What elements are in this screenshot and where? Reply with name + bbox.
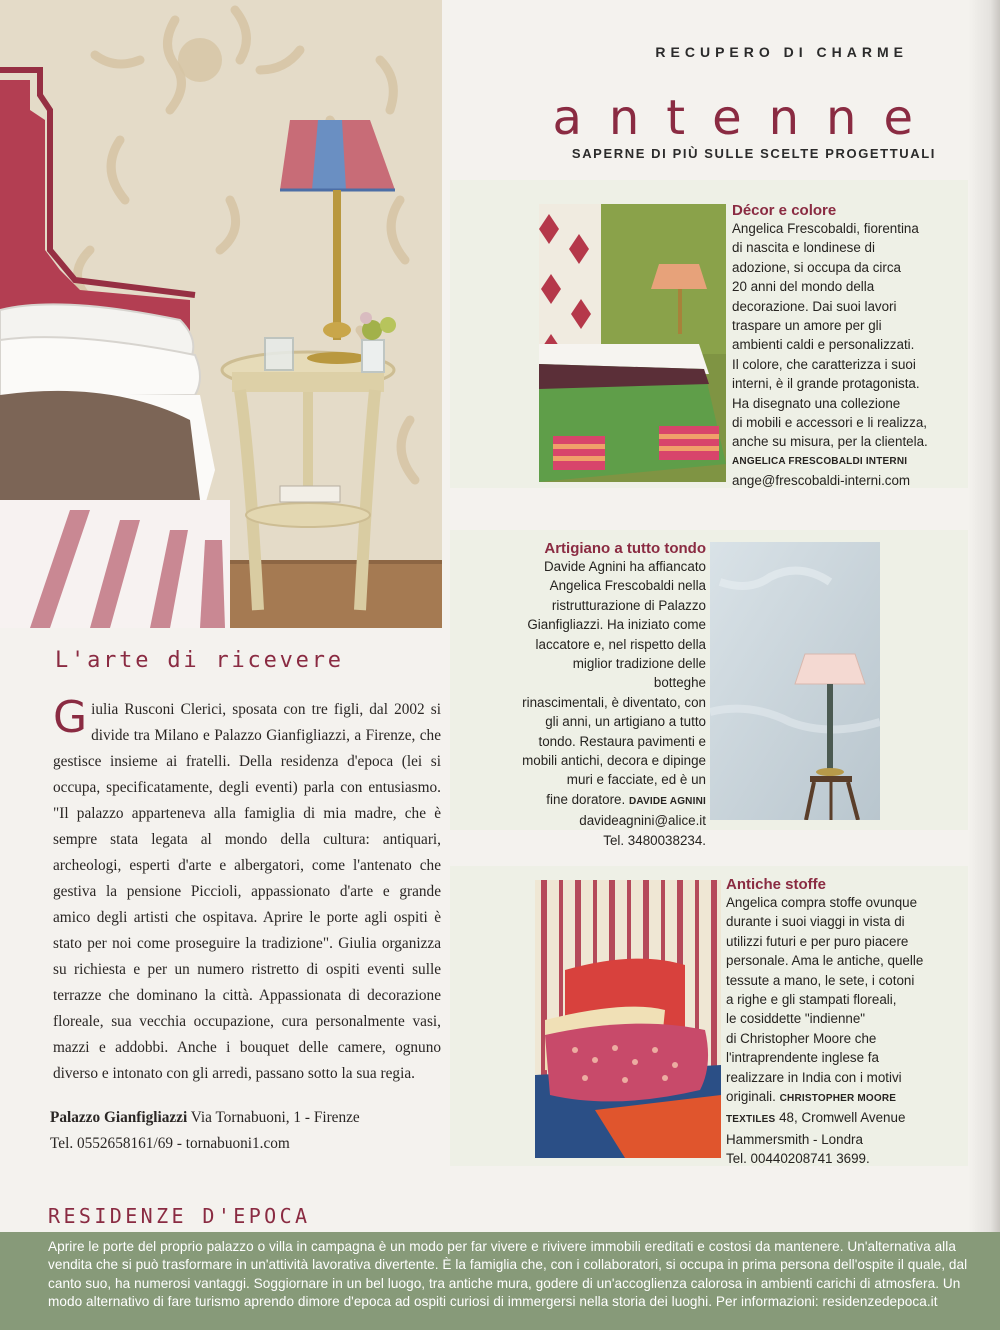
bedroom-illustration	[0, 0, 442, 628]
fabrics-photo	[535, 880, 721, 1158]
card-body-decor: Angelica Frescobaldi, fiorentina di nascita e londinese di adozione, si occupa da circa 20 anni del mondo della decorazione. Dai suoi lavori traspare un amore per gli ambienti caldi e personalizzati. Il colore, che caratterizza i suoi interni, è il grande protagonista. Ha disegnato una collezione di mobili e accessori e li realizza, anche su misura, per la clientela. ANGELICA FRESCOBALDI INTERNI ange@frescobaldi-interni.com	[732, 219, 968, 491]
article-body	[53, 692, 441, 1087]
venue-name: Palazzo Gianfigliazzi	[50, 1109, 188, 1126]
article-title: L'arte di ricevere	[55, 648, 344, 673]
card-body-stoffe: Angelica compra stoffe ovunque durante i suoi viaggi in vista di utilizzi futuri e per puro piacere personale. Ama le antiche, quelle tessute a mano, le sete, i cotoni a righe e gli stampati floreali, le cosiddette "indienne" di Christopher Moore che l'intraprendente inglese fa realizzare in India con i motivi originali. CHRISTOPHER MOORE TEXTILES 48, Cromwell Avenue Hammersmith - Londra Tel. 00440208741 3699.	[726, 893, 968, 1169]
bottom-link[interactable]: residenzedepoca.it	[822, 1294, 938, 1310]
section-title: antenne	[552, 90, 940, 146]
contact-decor[interactable]: ange@frescobaldi-interni.com	[732, 473, 911, 489]
article-text: iulia Rusconi Clerici, sposata con tre figli, dal 2002 si divide tra Milano e Palazzo Gianfigliazzi, a Firenze, che gestisce insieme ai fratelli. Della residenza d'epoca (lei si occupa, specificatamente, degli eventi) parla con entusiasmo. "Il palazzo apparteneva alla famiglia di mia madre, che è sempre stata legata al mondo della cultura: antiquari, archeologi, esperti d'arte e albergatori, come l'antenato che gestiva la pensione Piccioli, appassionato d'arte e grande amico degli artisti che ospitava. Aprire le porte agli ospiti è stato per noi come proseguire la tradizione". Giulia organizza su richiesta e per un numero ristretto di ospiti eventi sulle terrazze che dominano la città. Appassionata di decorazione floreale, sua vecchia occupazione, cura personalmente vasi, mazzi e addobbi. Anche i bouquet delle camere, ognuno diverso e intonato con gli arredi, passano sotto la sua regia.	[53, 701, 441, 1082]
bottom-text: Aprire le porte del proprio palazzo o villa in campagna è un modo per far vivere e rivivere immobili ereditati e costosi da mantenere. Un'alternativa alla vendita che si può trasformare in un'attività lavorativa divertente. È la famiglia che, con i collaboratori, si occupa in prima persona dell'ospite il quale, dal canto suo, ha numerosi vantaggi. Soggiornare in un bel luogo, tra antiche mura, godere di un'accoglienza calorosa in ambienti carichi di atmosfera. Un modo alternativo di fare turismo aprendo dimore d'epoca ad ospiti curiosi di immergersi nella storia dei luoghi. Per informazioni: residenzedepoca.it	[48, 1239, 968, 1310]
card-title-decor: Décor e colore	[732, 202, 837, 219]
bedroom-photo	[0, 0, 442, 628]
contact-artigiano-phone: Tel. 3480038234.	[603, 832, 706, 848]
article-venue	[50, 1105, 444, 1157]
venue-address: Via Tornabuoni, 1 - Firenze	[187, 1109, 360, 1126]
credit-decor: ANGELICA FRESCOBALDI INTERNI	[732, 455, 908, 467]
venue-contact: Tel. 0552658161/69 - tornabuoni1.com	[50, 1135, 290, 1152]
bottom-title: RESIDENZE D'EPOCA	[48, 1204, 311, 1228]
credit-stoffe-b: TEXTILES	[726, 1114, 776, 1126]
contact-artigiano-email[interactable]: davideagnini@alice.it	[579, 813, 706, 829]
contact-stoffe-phone: Tel. 00440208741 3699.	[726, 1151, 870, 1167]
page-edge-shadow	[968, 0, 1000, 1232]
article-dropcap: G	[53, 692, 88, 743]
section-label: RECUPERO DI CHARME	[655, 44, 908, 60]
credit-artigiano: DAVIDE AGNINI	[628, 795, 706, 807]
card-body-artigiano: Davide Agnini ha affiancato Angelica Frescobaldi nella ristrutturazione di Palazzo Gianfigliazzi. Ha iniziato come laccatore e, nel rispetto della miglior tradizione delle botteghe rinascimentali, è diventato, con gli anni, un artigiano a tutto tondo. Restaura pavimenti e mobili antichi, decora e dipinge muri e facciate, ed è un fine doratore. DAVIDE AGNINI davideagnini@alice.it Tel. 3480038234.	[518, 557, 706, 850]
card-title-stoffe: Antiche stoffe	[726, 876, 827, 893]
credit-stoffe-a: CHRISTOPHER MOORE	[779, 1093, 897, 1105]
section-subtitle: SAPERNE DI PIÙ SULLE SCELTE PROGETTUALI	[571, 146, 936, 161]
decor-photo	[539, 204, 726, 482]
lamp-photo	[710, 542, 880, 820]
card-title-artigiano: Artigiano a tutto tondo	[544, 540, 706, 557]
